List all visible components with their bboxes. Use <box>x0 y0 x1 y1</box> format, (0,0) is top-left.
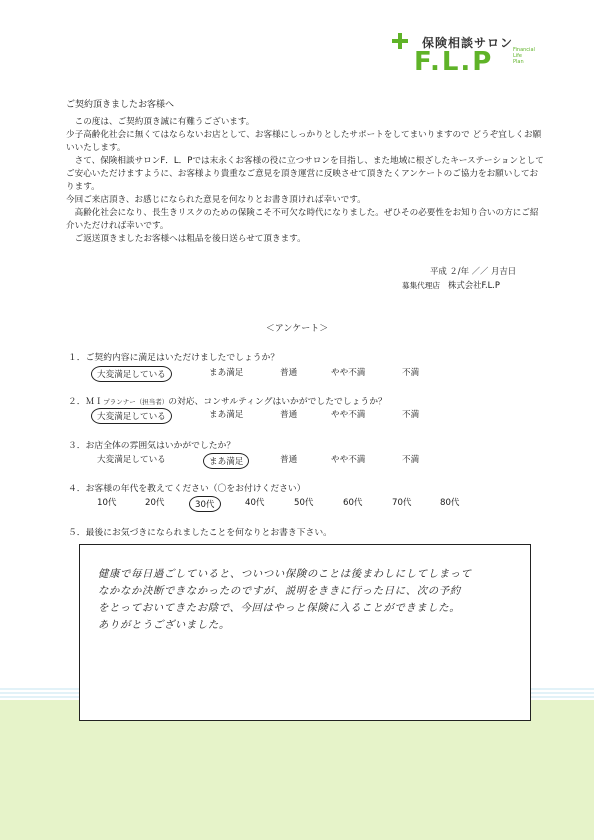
option-selected[interactable]: 大変満足している <box>91 366 172 382</box>
option[interactable]: やや不満 <box>331 368 366 378</box>
option[interactable]: 40代 <box>245 498 265 508</box>
question-5: ５．最後にお気づきになられましたことを何なりとお書き下さい。 <box>68 528 332 538</box>
option[interactable]: 普通 <box>280 455 298 465</box>
logo-mark: F.L.P <box>414 47 494 77</box>
option[interactable]: まあ満足 <box>209 368 244 378</box>
option[interactable]: 50代 <box>294 498 314 508</box>
question-2-part: ２．ＭＩ <box>68 397 104 407</box>
option[interactable]: まあ満足 <box>209 410 244 420</box>
option[interactable]: 普通 <box>280 410 298 420</box>
question-4-options <box>0 496 594 510</box>
question-2-options <box>0 408 594 422</box>
question-3-options <box>0 453 594 467</box>
question-1: １．ご契約内容に満足はいただけましたでしょうか？ <box>68 353 280 363</box>
question-2 <box>68 394 387 407</box>
question-2-part: の対応、コンサルティングはいかがでしたでしょうか？ <box>168 397 387 407</box>
handwritten-answer <box>98 566 528 634</box>
option[interactable]: やや不満 <box>331 455 366 465</box>
option-selected[interactable]: 大変満足している <box>91 408 172 424</box>
option[interactable]: 不満 <box>402 368 420 378</box>
question-3: ３．お店全体の雰囲気はいかがでしたか？ <box>68 441 236 451</box>
logo-sub-line: Financial <box>513 47 535 53</box>
handwritten-line: 健康で毎日過ごしていると、ついつい保険のことは後まわしにしてしまって <box>98 568 472 580</box>
option[interactable]: 普通 <box>280 368 298 378</box>
letter-greeting: ご契約頂きましたお客様へ <box>66 100 175 110</box>
letter-paragraph: ご返送頂きましたお客様へは粗品を後日送らせて頂きます。 <box>66 234 306 244</box>
letter-paragraph: 今回ご来店頂き、お感じになられた意見を何なりとお書き頂ければ幸いです。 <box>66 195 366 205</box>
option[interactable]: 大変満足している <box>97 455 166 465</box>
option[interactable]: 不満 <box>402 410 420 420</box>
logo-subtitle <box>513 47 537 65</box>
agent-label: 募集代理店 <box>402 281 440 290</box>
letter-paragraph: 高齢化社会になり、長生きリスクのための保険こそ不可欠な時代になりました。ぜひその必要性をお知り合いの方にご紹介いただければ幸いです。 <box>66 208 539 231</box>
company-logo <box>392 30 537 80</box>
background-band <box>0 700 594 840</box>
logo-sub-line: Life <box>513 53 523 59</box>
option[interactable]: 60代 <box>343 498 363 508</box>
plus-icon <box>392 33 408 49</box>
question-4: ４．お客様の年代を教えてください（〇をお付けください） <box>68 484 306 494</box>
logo-text: 保険相談サロン <box>422 36 514 50</box>
option[interactable]: 80代 <box>440 498 460 508</box>
handwritten-line: なかなか決断できなかったのですが、説明をききに行った日に、次の予約 <box>98 585 461 597</box>
letter-paragraph: 少子高齢化社会に無くてはならないお店として、お客様にしっかりとしたサポートをしてまいりますので どうぞ宜しくお願いいたします。 <box>66 130 542 153</box>
logo-sub-line: Plan <box>513 59 524 65</box>
letter-date: 平成 ２/年 ／／ 月吉日 <box>430 266 517 276</box>
question-2-planner: プランナー（担当者） <box>103 398 169 406</box>
option-selected[interactable]: 30代 <box>189 496 221 512</box>
option[interactable]: やや不満 <box>331 410 366 420</box>
letter-body <box>66 116 546 246</box>
option[interactable]: 20代 <box>145 498 165 508</box>
survey-title: ＜アンケート＞ <box>265 324 329 334</box>
option[interactable]: 不満 <box>402 455 420 465</box>
option-selected[interactable]: まあ満足 <box>203 453 249 469</box>
option[interactable]: 70代 <box>392 498 412 508</box>
agent-name: 株式会社F.L.P <box>447 280 500 290</box>
question-1-options <box>0 366 594 380</box>
handwritten-line: ありがとうございました。 <box>98 619 230 631</box>
letter-paragraph: さて、保険相談サロンF．L．Pでは末永くお客様の役に立つサロンを目指し、また地域に根ざしたキーステーションとしてご安心いただけますように、お客様より貴重なご意見を頂き運営に反映させて頂きたくアンケートのご協力をお願いしております。 <box>66 156 544 192</box>
agent-line <box>402 279 500 291</box>
letter-paragraph: この度は、ご契約頂き誠に有難うございます。 <box>66 117 255 127</box>
option[interactable]: 10代 <box>97 498 117 508</box>
handwritten-line: をとっておいてきたお陰で、今回はやっと保険に入ることができました。 <box>98 602 461 614</box>
